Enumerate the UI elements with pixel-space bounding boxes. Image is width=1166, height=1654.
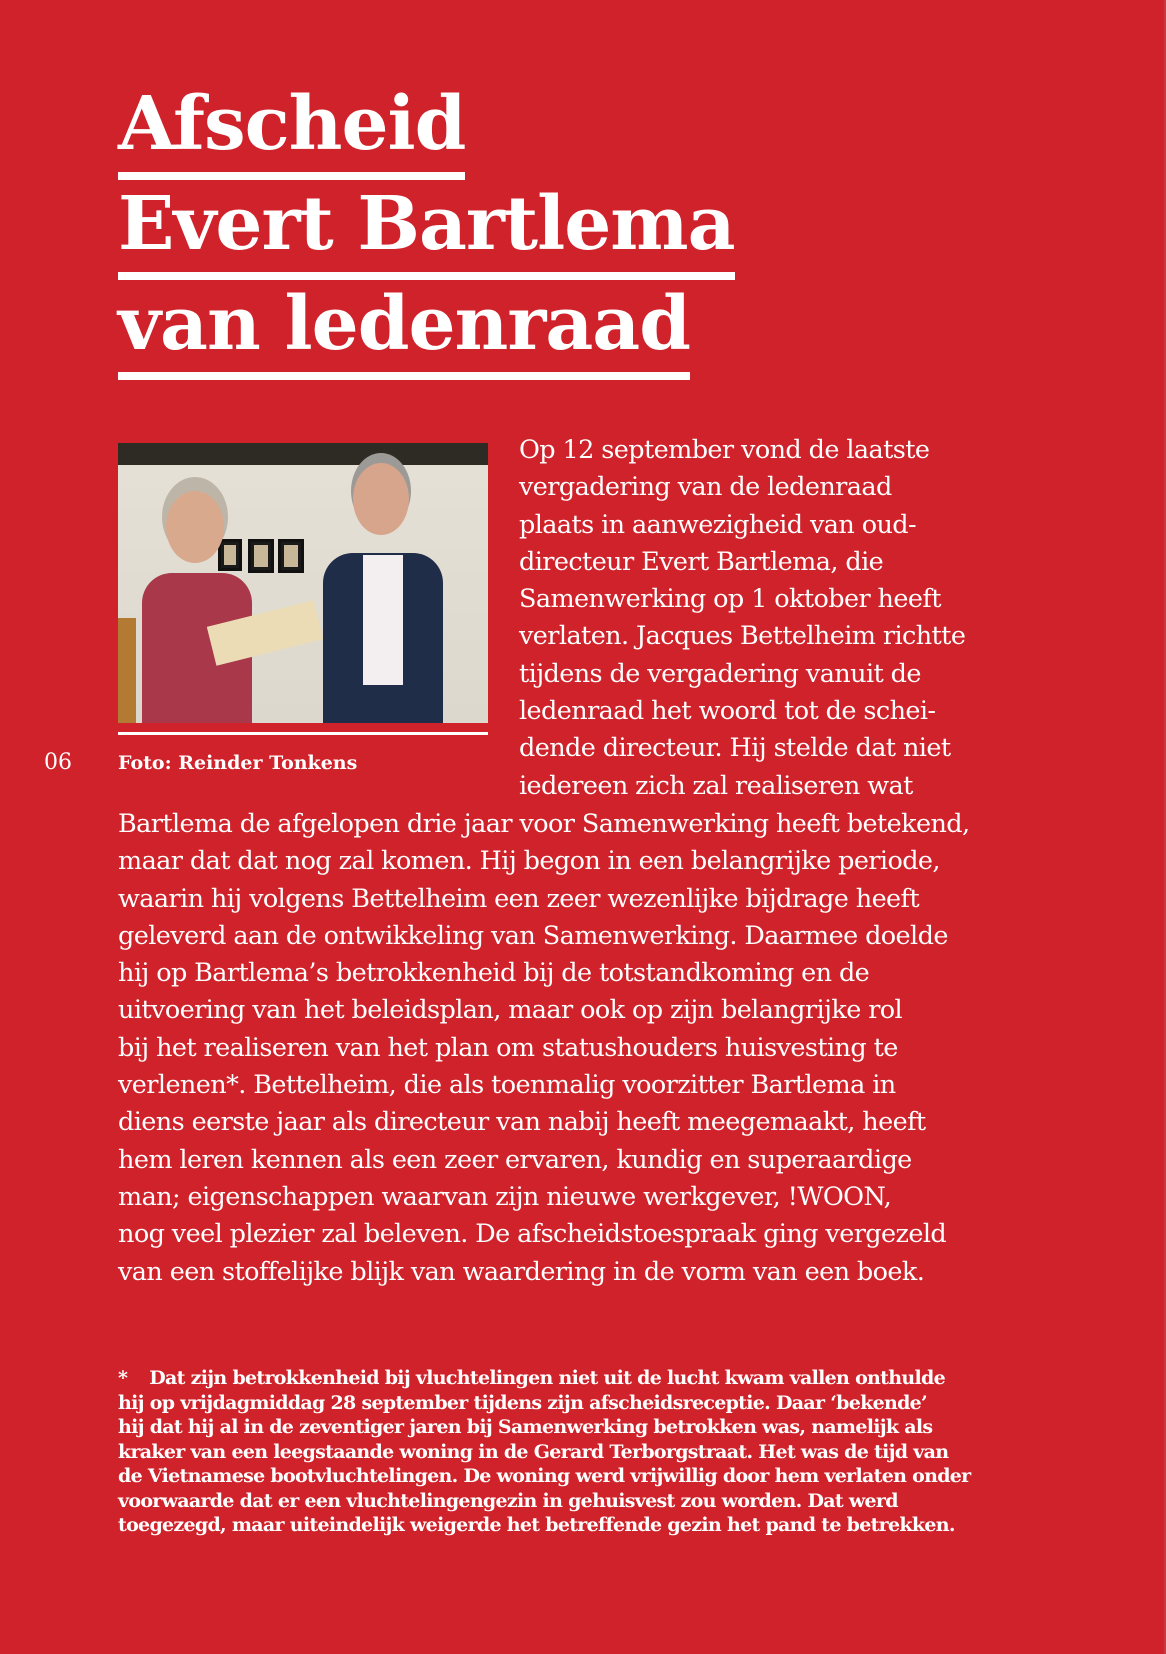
body-line: directeur Evert Bartlema, die bbox=[519, 546, 884, 577]
body-line: hij op Bartlema’s betrokkenheid bij de totstandkoming en de bbox=[118, 958, 870, 989]
photo-cabinet bbox=[118, 618, 136, 723]
person-left-head bbox=[166, 491, 224, 563]
body-line: vergadering van de ledenraad bbox=[519, 472, 892, 503]
body-line: Op 12 september vond de laatste bbox=[519, 435, 930, 465]
body-line: Bartlema de afgelopen drie jaar voor Samenwerking heeft betekend, bbox=[118, 809, 970, 839]
body-line: diens eerste jaar als directeur van nabij heeft meegemaakt, heeft bbox=[118, 1107, 926, 1138]
footnote bbox=[118, 1366, 998, 1538]
footnote-line: toegezegd, maar uiteindelijk weigerde het betreffende gezin het pand te betrekken. bbox=[118, 1514, 955, 1536]
wall-frame bbox=[278, 539, 304, 573]
body-line: geleverd aan de ontwikkeling van Samenwerking. Daarmee doelde bbox=[118, 920, 948, 951]
body-line: uitvoering van het beleidsplan, maar ook op zijn belangrijke rol bbox=[118, 995, 903, 1026]
footnote-line: voorwaarde dat er een vluchtelingengezin in gehuisvest zou worden. Dat werd bbox=[118, 1489, 898, 1512]
body-line: dende directeur. Hij stelde dat niet bbox=[519, 733, 951, 764]
person-right-head bbox=[353, 463, 409, 535]
person-right-shirt bbox=[363, 555, 403, 685]
page-number: 06 bbox=[44, 750, 72, 775]
footnote-text: Dat zijn betrokkenheid bij vluchtelingen niet uit de lucht kwam vallen onthulde bbox=[149, 1367, 945, 1389]
body-line: nog veel plezier zal beleven. De afscheidstoespraak ging vergezeld bbox=[118, 1219, 947, 1250]
body-line: maar dat dat nog zal komen. Hij begon in een belangrijke periode, bbox=[118, 846, 940, 877]
article-title bbox=[118, 82, 735, 382]
wall-frame bbox=[218, 539, 242, 571]
title-line-3: van ledenraad bbox=[118, 282, 690, 380]
body-line: bij het realiseren van het plan om statushouders huisvesting te bbox=[118, 1032, 898, 1063]
wall-frame bbox=[248, 539, 274, 573]
article-photo bbox=[118, 443, 488, 723]
footnote-line: hij op vrijdagmiddag 28 september tijdens zijn afscheidsreceptie. Daar ‘bekende’ bbox=[118, 1391, 927, 1414]
title-line-1: Afscheid bbox=[118, 82, 465, 180]
body-line: verlenen*. Bettelheim, die als toenmalig voorzitter Bartlema in bbox=[118, 1070, 896, 1101]
photo-rule bbox=[118, 732, 488, 735]
body-line: tijdens de vergadering vanuit de bbox=[519, 658, 921, 689]
article-body-full bbox=[118, 806, 1018, 1291]
footnote-line: hij dat hij al in de zeventiger jaren bij Samenwerking betrokken was, namelijk als bbox=[118, 1416, 933, 1438]
body-line: van een stoffelijke blijk van waardering in de vorm van een boek. bbox=[118, 1256, 925, 1287]
title-line-2: Evert Bartlema bbox=[118, 182, 735, 280]
photo-caption: Foto: Reinder Tonkens bbox=[118, 752, 358, 774]
footnote-line: de Vietnamese bootvluchtelingen. De woning werd vrijwillig door hem verlaten onder bbox=[118, 1465, 971, 1487]
body-line: waarin hij volgens Bettelheim een zeer wezenlijke bijdrage heeft bbox=[118, 883, 920, 914]
footnote-line bbox=[118, 1366, 998, 1391]
body-line: man; eigenschappen waarvan zijn nieuwe werkgever, !WOON, bbox=[118, 1181, 892, 1212]
body-line: ledenraad het woord tot de schei- bbox=[519, 696, 936, 727]
article-body-column bbox=[519, 432, 989, 805]
body-line: iedereen zich zal realiseren wat bbox=[519, 770, 913, 801]
body-line: verlaten. Jacques Bettelheim richtte bbox=[519, 621, 966, 652]
footnote-marker: * bbox=[118, 1367, 128, 1389]
body-line: Samenwerking op 1 oktober heeft bbox=[519, 584, 941, 615]
body-line: plaats in aanwezigheid van oud- bbox=[519, 509, 917, 540]
footnote-line: kraker van een leegstaande woning in de Gerard Terborgstraat. Het was de tijd van bbox=[118, 1440, 949, 1463]
body-line: hem leren kennen als een zeer ervaren, kundig en superaardige bbox=[118, 1144, 912, 1175]
